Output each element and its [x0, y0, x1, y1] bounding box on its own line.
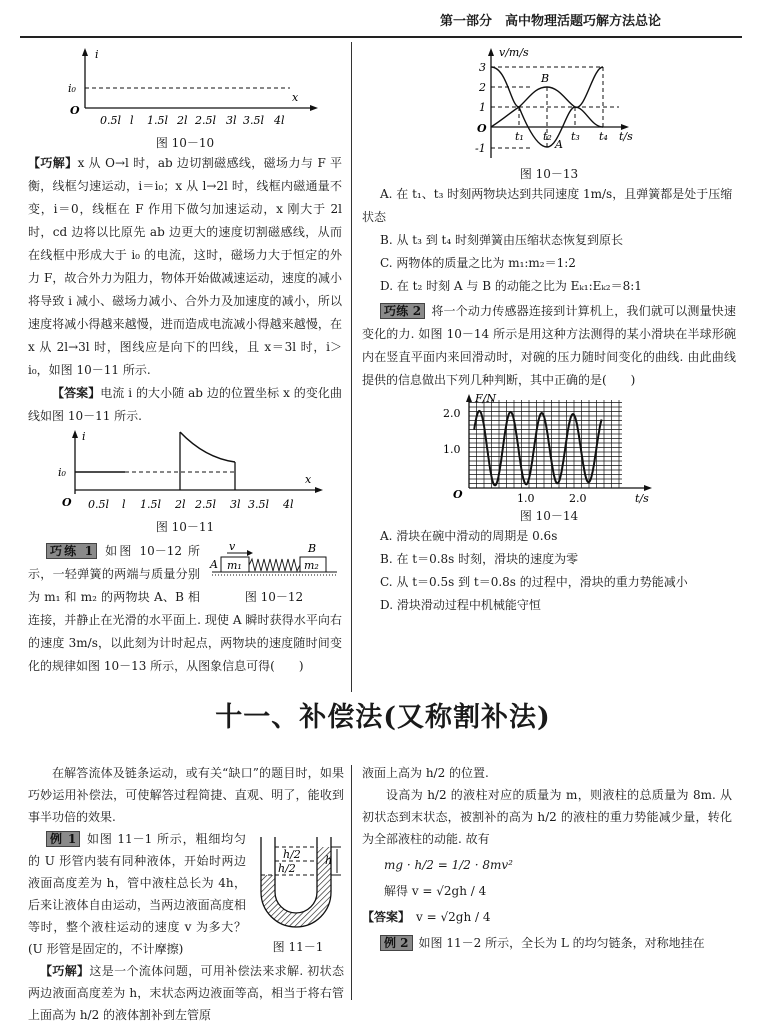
h-half-label: h/2	[278, 862, 296, 875]
bottom-right-column	[362, 762, 732, 954]
y-axis-label: i	[95, 48, 99, 61]
tick-label: 0.5l	[100, 114, 122, 127]
example2-tag: 例 2	[380, 935, 413, 951]
running-header: 第一部分 高中物理活题巧解方法总论	[440, 14, 662, 29]
figure-10-10	[40, 46, 330, 128]
solution-paragraph	[28, 152, 342, 382]
figure-caption: 图 11－1	[272, 940, 324, 954]
tick-label: 1.0	[517, 492, 535, 505]
option-b: B. 从 t₃ 到 t₄ 时刻弹簧由压缩状态恢复到原长	[380, 233, 623, 247]
column-divider-bottom	[351, 765, 352, 1000]
figure-11-1	[253, 832, 343, 932]
practice1-tag: 巧练 1	[46, 543, 97, 559]
tick-label: 2.5l	[195, 114, 217, 127]
section-title: 十一、补偿法(又称割补法)	[215, 702, 551, 733]
options-list-2	[362, 525, 736, 617]
answer-text: v = √2gh / 4	[416, 910, 491, 924]
solution-continued: 液面上高为 h/2 的位置.	[362, 766, 489, 780]
x-axis-label: x	[305, 473, 312, 486]
h-label: h	[325, 854, 333, 867]
figure-10-13	[459, 46, 639, 161]
option-d: D. 在 t₂ 时刻 A 与 B 的动能之比为 Eₖ₁:Eₖ₂＝8:1	[380, 279, 642, 293]
figure-10-14-block	[362, 392, 736, 525]
tick-label: 2l	[175, 498, 186, 511]
figure-10-12-block	[206, 540, 342, 606]
answer-text: 电流 i 的大小随 ab 边的位置坐标 x 的变化曲线如图 10－11 所示.	[28, 386, 342, 423]
m2-label: m₂	[303, 559, 319, 572]
y-axis-label: i	[82, 430, 86, 443]
answer-label: 【答案】	[52, 386, 101, 400]
origin-label: O	[453, 488, 463, 501]
option-a: A. 在 t₁、t₃ 时刻两物块达到共同速度 1m/s，且弹簧都是处于压缩状态	[362, 187, 733, 224]
curve-a-label: A	[555, 138, 563, 151]
curve-b-label: B	[541, 72, 550, 85]
example2-text: 如图 11－2 所示，全长为 L 的均匀链条，对称地挂在	[418, 936, 705, 950]
tick-label: 3l	[226, 114, 237, 127]
example1-text: 如图 11－1 所示，粗细均匀的 U 形管内装有同种液体，开始时两边液面高度差为 h，管中液柱总长为 4h，后来让液体自由运动，当两边液面高度相等时，整个液柱运动的速度 v 为多大？(U 形管是固定的，不计摩擦)	[28, 832, 246, 956]
tick-label: -1	[475, 142, 486, 155]
tick-label: 3	[479, 61, 486, 74]
bottom-left-column	[28, 762, 344, 1026]
tick-label: 4l	[283, 498, 294, 511]
solution-text: 这是一个流体问题，可用补偿法来求解. 初状态两边液面高度差为 h，末状态两边液面等高，相当于将右管上面高为 h/2 的液体割补到左管原	[28, 964, 344, 1022]
practice1-text: 弹簧的两端与质量分别为 m₁ 和 m₂ 的两物块 A、B 相连接，并静止在光滑的水平面上. 现使 A 瞬时获得水平向右	[28, 567, 342, 627]
practice2-text: 将一个动力传感器连接到计算机上，我们就可以测量快速变化的力. 如图 10－14 所示是用这种方法测得的某小滑块在半球形碗内在竖直平面内来回滑动时，对碗的压力随时间变化的曲线. 由此曲线提供的信息做出下列几种判断，其中正确的是( )	[362, 304, 736, 387]
tick-label: 0.5l	[88, 498, 110, 511]
tick-label: 2.5l	[195, 498, 217, 511]
i0-label: i₀	[58, 466, 66, 479]
practice2-paragraph	[362, 300, 736, 392]
x-axis-label: t/s	[635, 492, 649, 505]
tick-label: t₂	[543, 130, 552, 143]
solution-paragraph-2: 设高为 h/2 的液柱对应的质量为 m，则液柱的总质量为 8m. 从初状态到末状态，被割补的高为 h/2 的液柱的重力势能减少量，转化为全部液柱的动能. 故有	[362, 788, 732, 846]
figure-10-13-block	[362, 46, 736, 183]
equation-energy: mg · h/2 = 1/2 · 8mv²	[384, 858, 513, 872]
figure-10-10-block	[28, 46, 342, 152]
x-axis-label: x	[292, 91, 299, 104]
header-rule	[20, 36, 742, 38]
origin-label: O	[62, 496, 72, 509]
tick-label: 2l	[177, 114, 188, 127]
figure-10-11-block	[28, 428, 342, 536]
tick-label: 3l	[230, 498, 241, 511]
y-axis-label: F/N	[475, 392, 496, 405]
answer-label: 【答案】	[362, 910, 405, 924]
velocity-label: v	[228, 540, 235, 553]
option-c: C. 从 t＝0.5s 到 t＝0.8s 的过程中，滑块的重力势能减小	[380, 575, 688, 589]
tick-label: 2	[479, 81, 486, 94]
option-a: A. 滑块在碗中滑动的周期是 0.6s	[380, 529, 558, 543]
example1-tag: 例 1	[46, 831, 80, 847]
equation-result: 解得 v = √2gh / 4	[384, 884, 487, 898]
tick-label: 1	[479, 101, 486, 114]
tick-label: t₁	[515, 130, 524, 143]
options-list-1	[362, 183, 736, 298]
block-a-label: A	[209, 558, 218, 571]
tick-label: 3.5l	[243, 114, 265, 127]
figure-caption: 图 10－13	[519, 167, 579, 181]
tick-label: 4l	[274, 114, 285, 127]
tick-label: 1.0	[443, 443, 461, 456]
solution-text: x 从 O→l 时，ab 边切割磁感线，磁场力与 F 平衡，线框匀速运动，i＝i₀；x 从 l→2l 时，线框内磁通量不变，i＝0，线框在 F 作用下做匀加速运动，x 刚大于 2l 时，cd 边将以比原先 ab 边更大的速度切割磁感线，从而在线框中形成大于 i₀ 的电流，这时，磁场力大于恒定的外力 F，故合外力为阻力，物体开始做减速运动，速度的减小将导致 i 减小、磁场力减小、合外力及加速度的减小，所以速度将减小得越来越慢，进而造成电流减小得越来越慢，在 x 从 2l→3l 时，图线应是向下的凹线，且 x＝3l 时，i＞i₀，如图 10－11 所示.	[28, 156, 342, 377]
right-column	[362, 46, 736, 617]
tick-label: l	[130, 114, 134, 127]
tick-label: 2.0	[569, 492, 587, 505]
option-c: C. 两物体的质量之比为 m₁:m₂＝1:2	[380, 256, 576, 270]
figure-10-11	[40, 428, 330, 514]
h-half-label: h/2	[283, 848, 301, 861]
tick-label: 2.0	[443, 407, 461, 420]
tick-label: 1.5l	[147, 114, 169, 127]
figure-caption: 图 10－14	[519, 509, 579, 523]
tick-label: t₃	[571, 130, 580, 143]
option-d: D. 滑块滑动过程中机械能守恒	[380, 598, 541, 612]
tick-label: t₄	[599, 130, 608, 143]
figure-11-1-block	[252, 832, 344, 956]
example1-solution	[28, 960, 344, 1026]
answer-paragraph	[28, 382, 342, 428]
option-b: B. 在 t＝0.8s 时刻，滑块的速度为零	[380, 552, 579, 566]
practice2-tag: 巧练 2	[380, 303, 425, 319]
y-axis-label: v/m/s	[499, 46, 529, 59]
example1-answer	[362, 906, 732, 928]
solution-label: 【巧解】	[40, 964, 90, 978]
tick-label: 3.5l	[248, 498, 270, 511]
example2-paragraph	[362, 932, 732, 954]
origin-label: O	[477, 122, 487, 135]
m1-label: m₁	[226, 559, 242, 572]
x-axis-label: t/s	[619, 130, 633, 143]
tick-label: l	[122, 498, 126, 511]
spring	[249, 559, 300, 571]
block-b-label: B	[307, 542, 316, 555]
figure-caption: 图 10－11	[155, 520, 215, 534]
figure-caption: 图 10－10	[155, 136, 215, 150]
column-divider	[351, 42, 352, 692]
intro-paragraph: 在解答流体及链条运动，或有关“缺口”的题目时，如果巧妙运用补偿法，可使解答过程简捷、直观、明了，能收到事半功倍的效果.	[28, 766, 344, 824]
figure-caption: 图 10－12	[244, 590, 304, 604]
i0-label: i₀	[68, 82, 76, 95]
tick-label: 1.5l	[140, 498, 162, 511]
practice1-paragraph	[28, 540, 342, 678]
origin-label: O	[70, 104, 80, 117]
figure-10-12	[207, 540, 342, 580]
figure-10-14	[439, 392, 659, 505]
practice1-text: 如图 10－12 所示，一轻	[28, 544, 200, 581]
practice1-text: 的速度 3m/s，以此刻为计时起点，两物块的速度随时间变化的规律如图 10－13 所示，从图象信息可得( )	[28, 636, 342, 673]
solution-label: 【巧解】	[28, 156, 78, 170]
left-column	[28, 46, 342, 678]
